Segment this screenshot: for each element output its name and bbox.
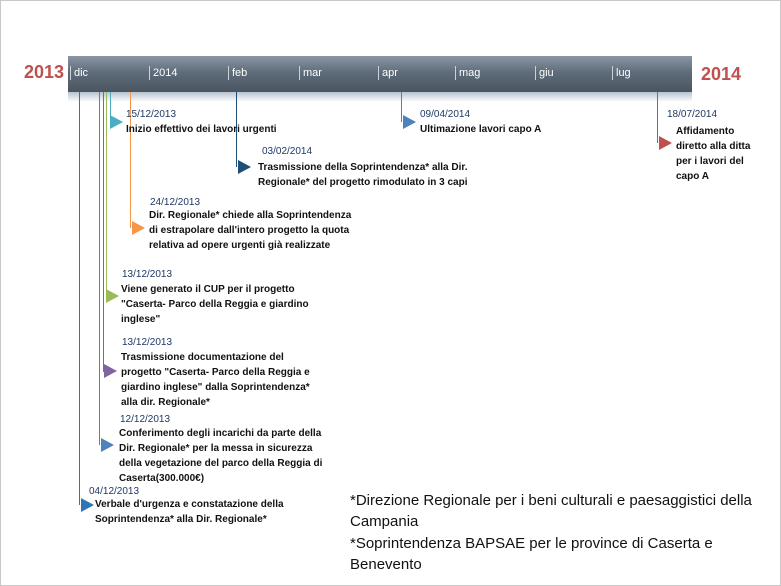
month-label: lug bbox=[616, 67, 631, 79]
event-date: 18/07/2014 bbox=[667, 109, 718, 120]
month-label: mag bbox=[459, 67, 481, 79]
end-year-label: 2014 bbox=[701, 64, 742, 84]
month-tick bbox=[70, 66, 71, 80]
event-marker-icon bbox=[659, 136, 672, 150]
event-description: Ultimazione lavori capo A bbox=[420, 124, 542, 135]
month-tick bbox=[228, 66, 229, 80]
connector-line-13-12-a bbox=[103, 92, 104, 372]
event-date: 13/12/2013 bbox=[122, 269, 173, 280]
connector-line-13-12-b bbox=[106, 92, 107, 296]
event-marker-icon bbox=[238, 160, 251, 174]
event-description: Conferimento degli incarichi da parte della Dir. Regionale* per la messa in sicurezza della vegetazione del parco della Reggia di Caserta(300.000€) bbox=[119, 428, 323, 484]
month-tick bbox=[455, 66, 456, 80]
month-label: 2014 bbox=[153, 67, 178, 79]
event-marker-icon bbox=[101, 438, 114, 452]
event-date: 09/04/2014 bbox=[420, 109, 471, 120]
month-label: apr bbox=[382, 67, 398, 79]
event-date: 04/12/2013 bbox=[89, 486, 140, 497]
month-label: giu bbox=[539, 67, 554, 79]
month-label: dic bbox=[74, 67, 89, 79]
connector-line-18-07 bbox=[657, 92, 658, 143]
month-label: feb bbox=[232, 67, 248, 79]
event-description: Affidamento diretto alla ditta per i lavori del capo A bbox=[676, 126, 751, 182]
connector-line-12-12 bbox=[99, 92, 100, 445]
month-tick bbox=[149, 66, 150, 80]
event-marker-icon bbox=[403, 115, 416, 129]
month-label: mar bbox=[303, 67, 322, 79]
event-date: 24/12/2013 bbox=[150, 197, 201, 208]
event-marker-icon bbox=[104, 364, 117, 378]
event-marker-icon bbox=[81, 498, 94, 512]
month-tick bbox=[535, 66, 536, 80]
month-tick bbox=[612, 66, 613, 80]
month-tick bbox=[299, 66, 300, 80]
event-marker-icon bbox=[106, 289, 119, 303]
event-description: Trasmissione della Soprintendenza* alla Dir. Regionale* del progetto rimodulato in 3 capi bbox=[258, 162, 468, 188]
event-date: 15/12/2013 bbox=[126, 109, 177, 120]
event-description: Viene generato il CUP per il progetto "Caserta- Parco della Reggia e giardino inglese" bbox=[121, 284, 309, 325]
event-date: 03/02/2014 bbox=[262, 146, 313, 157]
event-marker-icon bbox=[110, 115, 123, 129]
event-date: 12/12/2013 bbox=[120, 414, 171, 425]
event-marker-icon bbox=[132, 221, 145, 235]
footnote-direzione-regionale: *Direzione Regionale per i beni culturali e paesaggistici della Campania bbox=[350, 492, 752, 530]
event-description: Verbale d'urgenza e constatazione della Soprintendenza* alla Dir. Regionale* bbox=[95, 499, 284, 525]
event-description: Inizio effettivo dei lavori urgenti bbox=[126, 124, 277, 135]
event-description: Trasmissione documentazione del progetto "Caserta- Parco della Reggia e giardino inglese" dalla Soprintendenza* alla dir. Regionale* bbox=[121, 352, 310, 408]
connector-line-09-04 bbox=[401, 92, 402, 122]
footnote-soprintendenza: *Soprintendenza BAPSAE per le province di Caserta e Benevento bbox=[350, 535, 713, 573]
timeline-bar-shadow bbox=[68, 92, 692, 102]
event-description: Dir. Regionale* chiede alla Soprintendenza di estrapolare dall'intero progetto la quota relativa ad opere urgenti già realizzate bbox=[149, 210, 352, 251]
month-tick bbox=[378, 66, 379, 80]
connector-line-04-12 bbox=[79, 92, 80, 505]
event-date: 13/12/2013 bbox=[122, 337, 173, 348]
start-year-label: 2013 bbox=[24, 62, 65, 82]
